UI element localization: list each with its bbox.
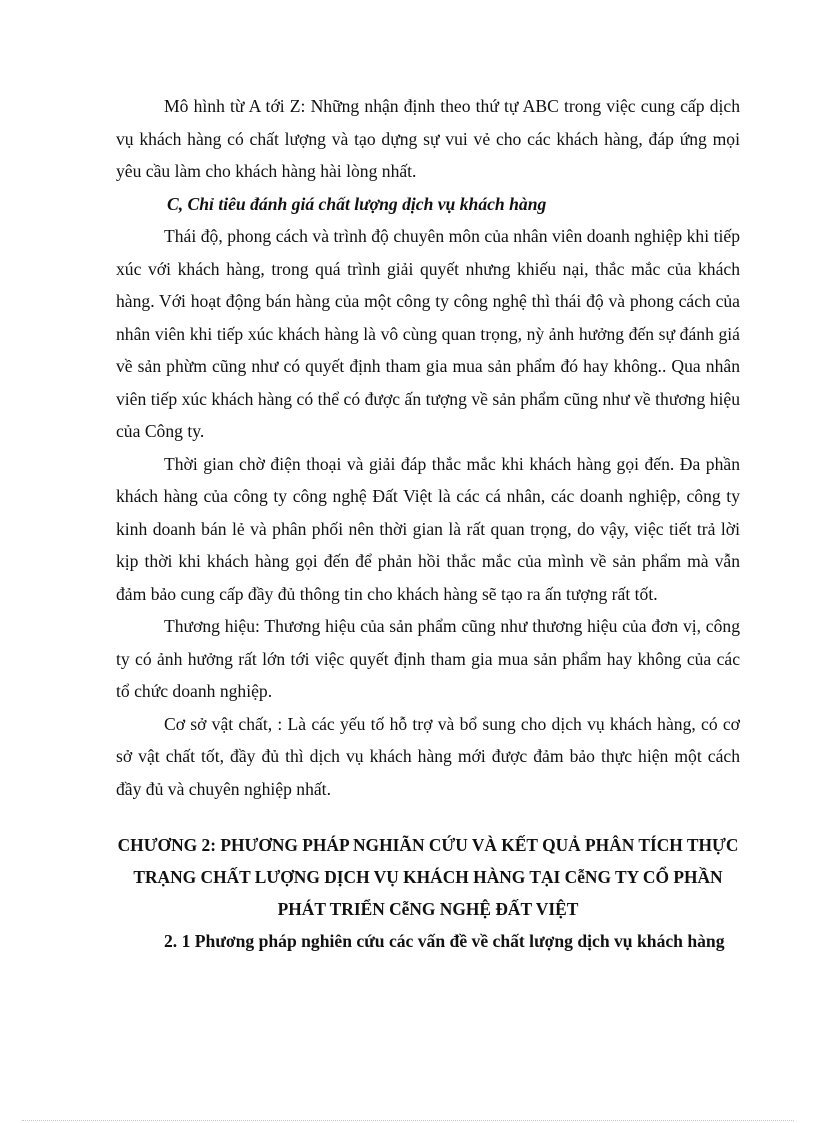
document-body: [116, 90, 740, 958]
section-title: 2. 1 Phương pháp nghiên cứu các vấn đề về chất lượng dịch vụ khách hàng: [164, 931, 725, 951]
chapter-title: CHƯƠNG 2: PHƯƠNG PHÁP NGHIÃN CỨU VÀ KẾT QUẢ PHÂN TÍCH THỰC TRẠNG CHẤT LƯỢNG DỊCH VỤ KHÁCH HÀNG TẠI CễNG TY CỔ PHẦN PHÁT TRIỂN CễNG NGHỆ ĐẤT VIỆT: [117, 835, 739, 919]
paragraph-brand: Thương hiệu: Thương hiệu của sản phẩm cũng như thương hiệu của đơn vị, công ty có ảnh hưởng rất lớn tới việc quyết định tham gia mua sản phẩm hay không của các tổ chức doanh nghiệp.: [116, 616, 740, 701]
page-bottom-divider: [22, 1120, 794, 1121]
paragraph-a-to-z-model: Mô hình từ A tới Z: Những nhận định theo thứ tự ABC trong việc cung cấp dịch vụ khách hàng có chất lượng và tạo dựng sự vui vẻ cho các khách hàng, đáp ứng mọi yêu cầu làm cho khách hàng hài lòng nhất.: [116, 96, 740, 181]
paragraph-waiting-time: Thời gian chờ điện thoại và giải đáp thắc mắc khi khách hàng gọi đến. Đa phần khách hàng của công ty công nghệ Đất Việt là các cá nhân, các doanh nghiệp, công ty kinh doanh bán lẻ và phân phối nên thời gian là rất quan trọng, do vậy, việc tiết trả lời kịp thời khi khách hàng gọi đến để phản hồi thắc mắc của mình về sản phẩm mà vẫn đảm bảo cung cấp đầy đủ thông tin cho khách hàng sẽ tạo ra ấn tượng rất tốt.: [116, 453, 740, 604]
paragraph-facilities: Cơ sở vật chất, : Là các yếu tố hỗ trợ và bổ sung cho dịch vụ khách hàng, có cơ sở vật chất tốt, đầy đủ thì dịch vụ khách hàng mới được đảm bảo thực hiện một cách đầy đủ và chuyên nghiệp nhất.: [116, 713, 740, 799]
subheading-evaluation-criteria: C, Chỉ tiêu đánh giá chất lượng dịch vụ khách hàng: [167, 193, 547, 214]
paragraph-staff-attitude: Thái độ, phong cách và trình độ chuyên môn của nhân viên doanh nghiệp khi tiếp xúc với khách hàng, trong quá trình giải quyết nhưng khiếu nại, thắc mắc của khách hàng. Với hoạt động bán hàng của một công ty công nghệ thì thái độ và phong cách của nhân viên khi tiếp xúc khách hàng là vô cùng quan trọng, nỳ ảnh hưởng đến sự đánh giá về sản phừm cũng như có quyết định tham gia mua sản phẩm đó hay không.. Qua nhân viên tiếp xúc khách hàng có thể có được ấn tượng về sản phẩm cũng như về thương hiệu của Công ty.: [116, 226, 740, 441]
